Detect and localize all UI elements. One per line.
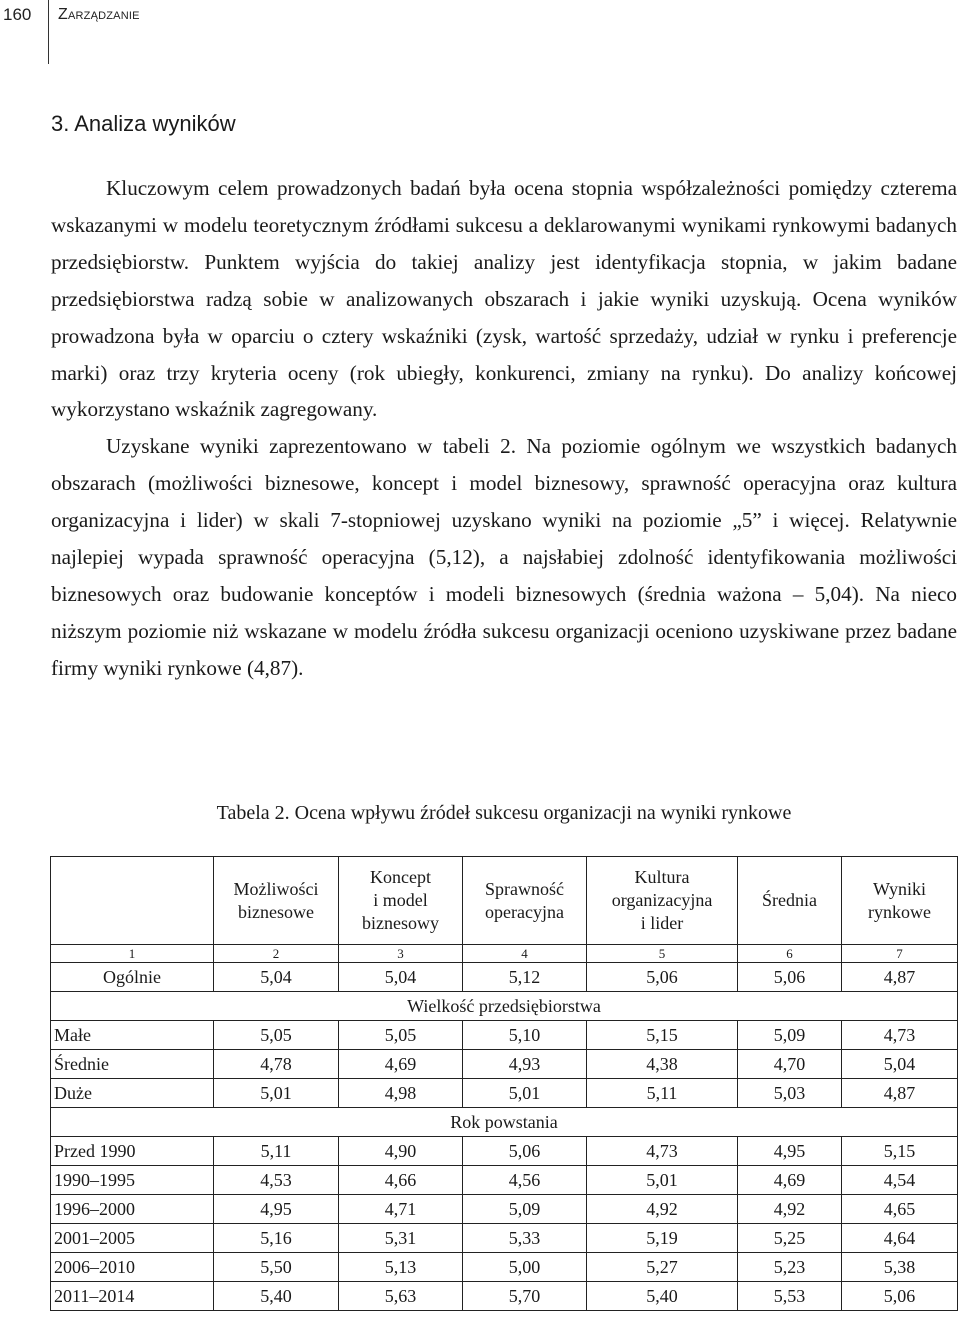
value-cell: 5,10 [463,1021,587,1050]
table-row [51,1079,958,1108]
value-cell: 4,64 [842,1224,958,1253]
group-header-row [51,992,958,1021]
value-cell: 5,15 [842,1137,958,1166]
value-cell: 4,73 [587,1137,738,1166]
value-cell: 5,03 [738,1079,842,1108]
paragraph: Uzyskane wyniki zaprezentowano w tabeli 2. Na poziomie ogólnym we wszystkich badanych obszarach (możliwości biznesowe, koncept i model biznesowy, sprawność operacyjna oraz kultura organizacyjna i lider) w skali 7-stopniowej uzyskano wyniki na poziomie „5” i więcej. Relatywnie najlepiej wypada sprawność operacyjna (5,12), a najsłabiej zdolność identyfikowania możliwości biznesowych oraz budowanie konceptów i modeli biznesowych (średnia ważona – 5,04). Na nieco niższym poziomie niż wskazane w modelu źródła sukcesu organizacji oceniono uzyskiwane przez badane firmy wyniki rynkowe (4,87). [51,434,957,680]
running-head: Zarządzanie [58,6,140,23]
column-header-line: biznesowy [362,913,439,933]
value-cell: 5,31 [339,1224,463,1253]
row-label: Przed 1990 [51,1137,214,1166]
value-cell: 5,04 [214,963,339,992]
table-row [51,1224,958,1253]
section-heading: 3. Analiza wyników [51,111,236,136]
value-cell: 5,63 [339,1282,463,1311]
value-cell: 4,69 [738,1166,842,1195]
body-text [51,170,957,687]
value-cell: 5,09 [463,1195,587,1224]
value-cell: 4,98 [339,1079,463,1108]
column-number: 4 [463,945,587,963]
table-row [51,1166,958,1195]
table-caption: Tabela 2. Ocena wpływu źródeł sukcesu organizacji na wyniki rynkowe [216,802,792,824]
value-cell: 4,92 [738,1195,842,1224]
table-body [51,963,958,1311]
value-cell: 4,93 [463,1050,587,1079]
column-number: 2 [214,945,339,963]
value-cell: 5,04 [339,963,463,992]
paragraph: Kluczowym celem prowadzonych badań była ocena stopnia współzależności pomiędzy czterema wskazanymi w modelu teoretycznym źródłami sukcesu a deklarowanymi wynikami rynkowymi badanych przedsiębiorstw. Punktem wyjścia do takiej analizy jest identyfikacja stopnia, w jakim badane przedsiębiorstwa radzą sobie w analizowanych obszarach i jakie wyniki uzyskują. Ocena wyników prowadzona była w oparciu o cztery wskaźniki (zysk, wartość sprzedaży, udział w rynku i preferencje marki) oraz trzy kryteria oceny (rok ubiegły, konkurenci, zmiany na rynku). Do analizy końcowej wykorzystano wskaźnik zagregowany. [51,176,957,422]
value-cell: 4,66 [339,1166,463,1195]
value-cell: 5,11 [587,1079,738,1108]
column-header [738,857,842,945]
column-header [463,857,587,945]
column-header-line: Kultura [634,867,690,887]
value-cell: 5,13 [339,1253,463,1282]
column-number: 5 [587,945,738,963]
column-header-line: organizacyjna [611,890,713,910]
value-cell: 5,06 [587,963,738,992]
value-cell: 5,01 [214,1079,339,1108]
column-number: 3 [339,945,463,963]
table-row [51,1282,958,1311]
column-header-line: Sprawność [485,878,564,899]
value-cell: 5,40 [214,1282,339,1311]
row-label: Średnie [51,1050,214,1079]
value-cell: 5,06 [842,1282,958,1311]
row-label: Ogólnie [51,963,214,992]
value-cell: 4,54 [842,1166,958,1195]
value-cell: 5,09 [738,1021,842,1050]
value-cell: 4,53 [214,1166,339,1195]
value-cell: 5,12 [463,963,587,992]
row-label: 2011–2014 [51,1282,214,1311]
value-cell: 4,90 [339,1137,463,1166]
page-number: 160 [3,5,32,24]
value-cell: 5,01 [463,1079,587,1108]
value-cell: 5,06 [463,1137,587,1166]
value-cell: 4,87 [842,1079,958,1108]
column-header-line: Możliwości [233,878,319,899]
group-header-row [51,1108,958,1137]
value-cell: 4,69 [339,1050,463,1079]
column-header [587,857,738,945]
results-table [50,856,958,1311]
group-title: Wielkość przedsiębiorstwa [51,992,958,1021]
value-cell: 5,11 [214,1137,339,1166]
row-label: Duże [51,1079,214,1108]
column-number-row [51,945,958,963]
column-number: 1 [51,945,214,963]
column-header-line: i lider [640,913,684,933]
page-header [0,0,960,64]
value-cell: 5,50 [214,1253,339,1282]
value-cell: 5,19 [587,1224,738,1253]
row-label: 2006–2010 [51,1253,214,1282]
value-cell: 4,92 [587,1195,738,1224]
value-cell: 5,06 [738,963,842,992]
column-header-row [51,857,958,945]
column-header-line: Koncept [370,867,431,887]
value-cell: 5,00 [463,1253,587,1282]
value-cell: 5,05 [214,1021,339,1050]
row-label: 2001–2005 [51,1224,214,1253]
table-head [51,857,958,963]
column-header-line: biznesowe [238,901,314,922]
row-label: Małe [51,1021,214,1050]
value-cell: 5,53 [738,1282,842,1311]
value-cell: 4,95 [214,1195,339,1224]
row-label: 1996–2000 [51,1195,214,1224]
column-header-line: operacyjna [485,901,564,922]
value-cell: 4,56 [463,1166,587,1195]
table-row [51,1050,958,1079]
column-header [339,857,463,945]
table-row [51,1195,958,1224]
table-row [51,963,958,992]
value-cell: 4,71 [339,1195,463,1224]
row-label: 1990–1995 [51,1166,214,1195]
column-header-line: Średnia [762,890,817,910]
value-cell: 4,70 [738,1050,842,1079]
value-cell: 5,23 [738,1253,842,1282]
column-header-line: rynkowe [868,901,931,922]
value-cell: 4,38 [587,1050,738,1079]
corner-cell [51,857,214,945]
value-cell: 4,87 [842,963,958,992]
value-cell: 5,05 [339,1021,463,1050]
table-row [51,1137,958,1166]
value-cell: 5,15 [587,1021,738,1050]
header-divider [48,0,49,64]
value-cell: 5,70 [463,1282,587,1311]
value-cell: 5,38 [842,1253,958,1282]
value-cell: 5,27 [587,1253,738,1282]
value-cell: 4,78 [214,1050,339,1079]
value-cell: 5,16 [214,1224,339,1253]
table-row [51,1021,958,1050]
column-header-line: i model [373,890,428,910]
value-cell: 5,40 [587,1282,738,1311]
value-cell: 4,95 [738,1137,842,1166]
column-header [842,857,958,945]
value-cell: 4,65 [842,1195,958,1224]
group-title: Rok powstania [51,1108,958,1137]
value-cell: 5,01 [587,1166,738,1195]
column-number: 6 [738,945,842,963]
value-cell: 5,25 [738,1224,842,1253]
column-number: 7 [842,945,958,963]
value-cell: 5,04 [842,1050,958,1079]
value-cell: 4,73 [842,1021,958,1050]
column-header-line: Wyniki [873,878,926,899]
value-cell: 5,33 [463,1224,587,1253]
table-row [51,1253,958,1282]
column-header [214,857,339,945]
